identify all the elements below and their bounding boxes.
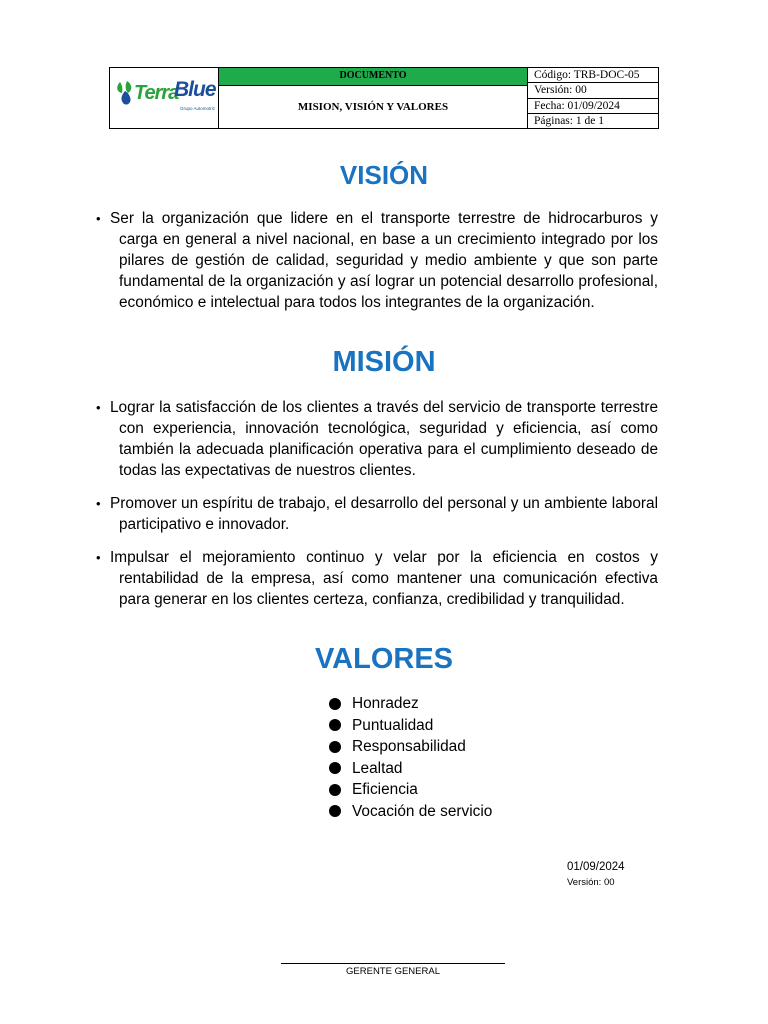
mision-heading: MISIÓN <box>332 346 436 378</box>
bullet-dot-icon <box>329 762 341 774</box>
valor-label: Puntualidad <box>352 716 434 734</box>
document-date: Fecha: 01/09/2024 <box>528 99 658 114</box>
bullet-icon: • <box>96 400 101 415</box>
document-pages: Páginas: 1 de 1 <box>534 114 604 127</box>
footer-version: Versión: 00 <box>567 877 615 888</box>
mision-item <box>96 493 658 535</box>
list-item <box>329 693 492 715</box>
document-title: MISION, VISIÓN Y VALORES <box>297 101 449 113</box>
logo-tagline: Grupo Automotriz <box>180 106 216 111</box>
list-item <box>329 736 492 758</box>
mision-item-text: Lograr la satisfacción de los clientes a través del servicio de transporte terrestre con experiencia, innovación tecnológica, seguridad y eficiencia, así como también la adecuada planificación operativa para el cumplimiento deseado de todas las expectativas de nuestros clientes. <box>110 399 658 479</box>
logo-brand-left: Terra <box>134 82 179 104</box>
vision-heading: VISIÓN <box>339 160 429 190</box>
mision-item <box>96 547 658 610</box>
bullet-icon: • <box>96 496 101 511</box>
signature-label: GERENTE GENERAL <box>346 966 440 977</box>
valor-label: Lealtad <box>352 759 403 777</box>
vision-item-text: Ser la organización que lidere en el transporte terrestre de hidrocarburos y carga en general a nivel nacional, en base a un crecimiento integrado por los pilares de gestión de calidad, seguridad y medio ambiente y que son parte fundamental de la organización y así lograr un potencial desarrollo profesional, económico e intelectual para todos los integrantes de la organización. <box>110 210 658 311</box>
list-item <box>329 758 492 780</box>
valor-label: Responsabilidad <box>352 738 466 755</box>
company-logo <box>110 68 219 128</box>
vision-item <box>96 208 658 313</box>
list-item <box>329 801 492 823</box>
footer-date: 01/09/2024 <box>567 861 625 873</box>
bullet-dot-icon <box>329 805 341 817</box>
valores-list <box>329 693 492 822</box>
mision-item-text: Promover un espíritu de trabajo, el desarrollo del personal y un ambiente laboral participativo e innovador. <box>110 495 658 533</box>
document-code: Código: TRB-DOC-05 <box>528 68 658 83</box>
valor-label: Vocación de servicio <box>352 802 493 820</box>
valor-label: Eficiencia <box>352 781 418 798</box>
valores-heading: VALORES <box>314 643 454 675</box>
logo-brand-right: Blue <box>174 78 216 101</box>
mision-item-text: Impulsar el mejoramiento continuo y velar por la eficiencia en costos y rentabilidad de la empresa, así como mantener una comunicación efectiva para generar en los clientes certeza, confianza, credibilidad y tranquilidad. <box>110 549 658 608</box>
document-info-cell <box>528 68 658 128</box>
mision-item <box>96 397 658 481</box>
bullet-dot-icon <box>329 719 341 731</box>
document-type-band: DOCUMENTO <box>219 68 527 86</box>
list-item <box>329 779 492 801</box>
document-version: Versión: 00 <box>528 83 658 98</box>
valor-label: Honradez <box>352 695 419 712</box>
header-title-cell <box>219 68 528 128</box>
bullet-dot-icon <box>329 741 341 753</box>
bullet-icon: • <box>96 550 101 565</box>
bullet-dot-icon <box>329 784 341 796</box>
bullet-dot-icon <box>329 698 341 710</box>
document-header <box>109 67 659 129</box>
list-item <box>329 715 492 737</box>
bullet-icon: • <box>96 211 101 226</box>
signature-line <box>281 963 505 964</box>
